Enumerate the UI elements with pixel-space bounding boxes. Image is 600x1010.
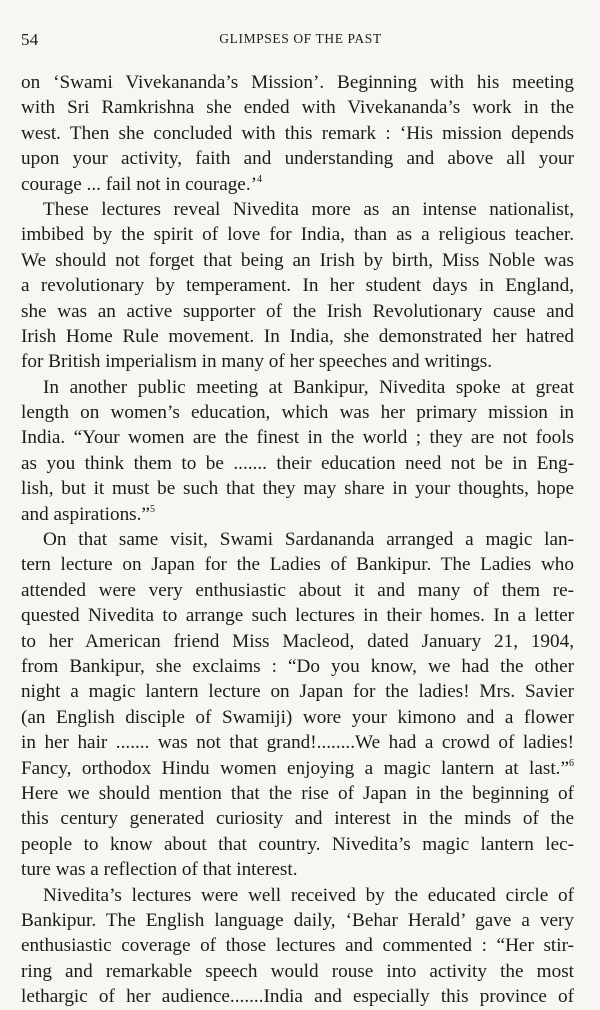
text-line	[21, 984, 574, 1009]
text-line	[21, 705, 574, 730]
text-line	[21, 222, 574, 247]
text-line	[21, 121, 574, 146]
text-line	[21, 603, 574, 628]
line-text: quested Nivedita to arrange such lectures in their homes. In a letter	[21, 605, 574, 627]
text-line	[21, 629, 574, 654]
line-text: length on women’s education, which was her primary mission in	[21, 402, 574, 424]
line-text: from Bankipur, she exclaims : “Do you know, we had the other	[21, 655, 574, 677]
line-text: Here we should mention that the rise of Japan in the beginning of	[21, 782, 574, 804]
line-text: attended were very enthusiastic about it and many of them re-	[21, 579, 574, 601]
text-line	[21, 70, 574, 95]
line-text: ring and remarkable speech would rouse into activity the most	[21, 960, 574, 982]
text-line	[21, 273, 574, 298]
line-text: she was an active supporter of the Irish Revolutionary cause and	[21, 300, 574, 322]
line-text: in her hair ....... was not that grand!........We had a crowd of ladies!	[21, 732, 574, 754]
line-text: We should not forget that being an Irish by birth, Miss Noble was	[21, 249, 574, 271]
text-line	[21, 324, 574, 349]
line-text: people to know about that country. Nivedita’s magic lantern lec-	[21, 833, 574, 855]
line-text: west. Then she concluded with this remark : ‘His mission depends	[21, 122, 574, 144]
text-line	[21, 883, 574, 908]
running-title: GLIMPSES OF THE PAST	[219, 31, 382, 46]
line-text: night a magic lantern lecture on Japan for the ladies! Mrs. Savier	[21, 681, 574, 703]
line-text: lish, but it must be such that they may share in your thoughts, hope	[21, 478, 574, 500]
text-line	[21, 451, 574, 476]
line-text: tern lecture on Japan for the Ladies of Bankipur. The Ladies who	[21, 554, 574, 576]
footnote-marker: 4	[257, 173, 263, 185]
footnote-marker: 6	[569, 757, 574, 769]
line-text: Nivedita’s lectures were well received by the educated circle of	[43, 884, 574, 906]
page-number: 54	[21, 30, 39, 49]
text-line	[21, 375, 574, 400]
text-line	[21, 781, 574, 806]
running-header	[21, 30, 580, 54]
text-line	[21, 146, 574, 171]
line-text: ture was a reflection of that interest.	[21, 859, 298, 881]
line-text: Fancy, orthodox Hindu women enjoying a magic lantern at last.”	[21, 757, 569, 779]
text-line	[21, 679, 574, 704]
text-line	[21, 552, 574, 577]
line-text: a revolutionary by temperament. In her student days in England,	[21, 275, 574, 297]
line-text: lethargic of her audience.......India and especially this province of	[21, 986, 574, 1008]
line-text: On that same visit, Swami Sardananda arranged a magic lan-	[43, 529, 574, 551]
line-text: These lectures reveal Nivedita more as an intense nationalist,	[43, 198, 574, 220]
line-text: enthusiastic coverage of those lectures and commented : “Her stir-	[21, 935, 574, 957]
text-line	[21, 527, 574, 552]
line-text: this century generated curiosity and interest in the minds of the	[21, 808, 574, 830]
text-line	[21, 756, 574, 781]
line-text: to her American friend Miss Macleod, dated January 21, 1904,	[21, 630, 574, 652]
body-text	[21, 70, 574, 1009]
text-line	[21, 654, 574, 679]
text-line	[21, 476, 574, 501]
footnote-marker: 5	[149, 503, 155, 515]
text-line	[21, 197, 574, 222]
line-text: as you think them to be ....... their education need not be in Eng-	[21, 452, 574, 474]
text-line	[21, 730, 574, 755]
text-line	[21, 857, 574, 882]
text-line	[21, 95, 574, 120]
text-line	[21, 172, 574, 197]
text-line	[21, 502, 574, 527]
line-text: (an English disciple of Swamiji) wore your kimono and a flower	[21, 706, 574, 728]
text-line	[21, 959, 574, 984]
text-line	[21, 908, 574, 933]
text-line	[21, 299, 574, 324]
text-line	[21, 349, 574, 374]
line-text: India. “Your women are the finest in the world ; they are not fools	[21, 427, 574, 449]
text-line	[21, 832, 574, 857]
line-text: imbibed by the spirit of love for India, than as a religious teacher.	[21, 224, 574, 246]
line-text: for British imperialism in many of her speeches and writings.	[21, 351, 493, 373]
text-line	[21, 425, 574, 450]
text-line	[21, 400, 574, 425]
line-text: and aspirations.”	[21, 503, 150, 525]
line-text: Bankipur. The English language daily, ‘Behar Herald’ gave a very	[21, 909, 574, 931]
line-text: In another public meeting at Bankipur, Nivedita spoke at great	[43, 376, 574, 398]
line-text: Irish Home Rule movement. In India, she demonstrated her hatred	[21, 325, 574, 347]
text-line	[21, 806, 574, 831]
line-text: courage ... fail not in courage.’	[21, 173, 258, 195]
text-line	[21, 578, 574, 603]
text-line	[21, 248, 574, 273]
text-line	[21, 933, 574, 958]
line-text: on ‘Swami Vivekananda’s Mission’. Beginning with his meeting	[21, 72, 574, 93]
line-text: with Sri Ramkrishna she ended with Vivekananda’s work in the	[21, 97, 574, 119]
line-text: upon your activity, faith and understanding and above all your	[21, 148, 574, 170]
